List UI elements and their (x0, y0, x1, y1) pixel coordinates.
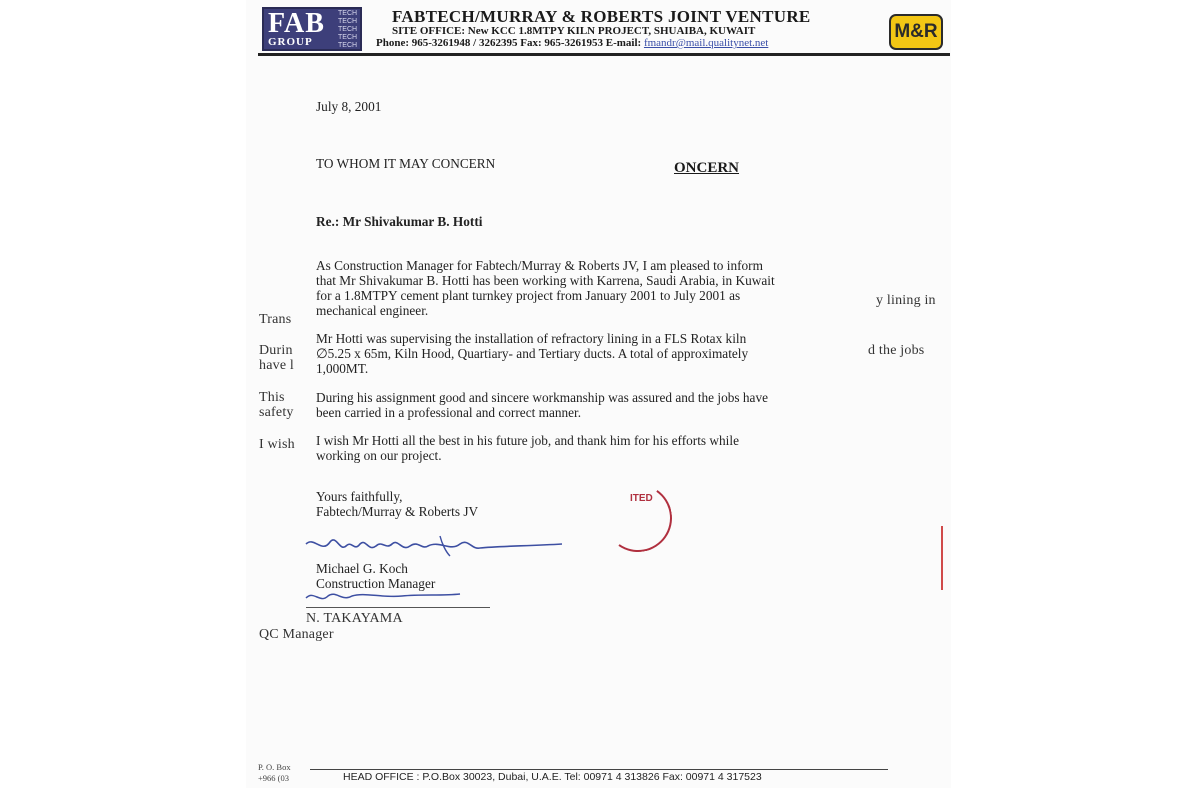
letter-paragraph-3: During his assignment good and sincere workmanship was assured and the jobs have been carried in a professional and correct manner. (316, 390, 769, 420)
letter-paragraph-1: As Construction Manager for Fabtech/Murray & Roberts JV, I am pleased to inform that Mr Shivakumar B. Hotti has been working with Karrena, Saudi Arabia, in Kuwait for a 1.8MTPY cement plant turnkey project from January 2001 to July 2001 as mechanical engineer. (316, 258, 775, 318)
footer-head-office: HEAD OFFICE : P.O.Box 30023, Dubai, U.A.E. Tel: 00971 4 313826 Fax: 00971 4 317523 (343, 771, 762, 783)
letter-paragraph-2: Mr Hotti was supervising the installation of refractory lining in a FLS Rotax kiln ∅5.25 x 65m, Kiln Hood, Quartiary- and Tertiary ducts. A total of approximately 1,000MT. (316, 331, 749, 376)
mr-partner-logo: M&R (889, 14, 943, 50)
letter-salutation: TO WHOM IT MAY CONCERN (316, 156, 496, 171)
underlying-fragment: y lining in (876, 293, 936, 308)
logo-main-text: FAB (268, 8, 325, 39)
letter-paragraph-4: I wish Mr Hotti all the best in his future job, and thank him for his efforts while working on our project. (316, 433, 739, 463)
underlying-fragment: have l (259, 358, 295, 373)
signature-line (306, 607, 490, 608)
underlying-fragment: safety (259, 405, 294, 420)
letter-re-line: Re.: Mr Shivakumar B. Hotti (316, 214, 483, 229)
logo-group-text: GROUP (268, 36, 313, 48)
letter-closing-company: Fabtech/Murray & Roberts JV (316, 504, 479, 519)
letter-closing: Yours faithfully, (316, 489, 403, 504)
footer-phone-fragment: +966 (03 (258, 773, 289, 783)
signatory-name: Michael G. Koch (316, 561, 408, 576)
second-signatory-title: QC Manager (259, 627, 334, 642)
letterhead-email: fmandr@mail.qualitynet.net (643, 37, 769, 49)
letter-date: July 8, 2001 (316, 99, 382, 114)
letterhead-phone: Phone: 965-3261948 / 3262395 Fax: 965-3261953 E-mail: (376, 37, 644, 49)
letterhead-contact (376, 37, 768, 49)
letterhead-site-office: SITE OFFICE: New KCC 1.8MTPY KILN PROJECT, SHUAIBA, KUWAIT (392, 25, 756, 37)
underlying-fragment: This (259, 390, 285, 405)
footer-po-box-fragment: P. O. Box (258, 762, 291, 772)
red-margin-mark (941, 526, 943, 590)
logo-tech-text: TECH TECH TECH TECH TECH (338, 10, 358, 49)
overlapped-heading: ONCERN (674, 160, 740, 176)
stamp-text: ITED (630, 493, 653, 504)
underlying-fragment: I wish (259, 437, 295, 452)
underlying-fragment: Durin (259, 343, 293, 358)
letterhead-divider (258, 53, 950, 56)
letterhead-title: FABTECH/MURRAY & ROBERTS JOINT VENTURE (392, 7, 811, 26)
underlying-fragment: d the jobs (868, 343, 925, 358)
takayama-signature (302, 588, 482, 606)
footer-divider (310, 769, 888, 770)
fab-group-logo (262, 7, 362, 51)
second-signatory-name: N. TAKAYAMA (306, 611, 403, 626)
signatory-title: Construction Manager (316, 576, 436, 591)
underlying-fragment: Trans (259, 312, 292, 327)
